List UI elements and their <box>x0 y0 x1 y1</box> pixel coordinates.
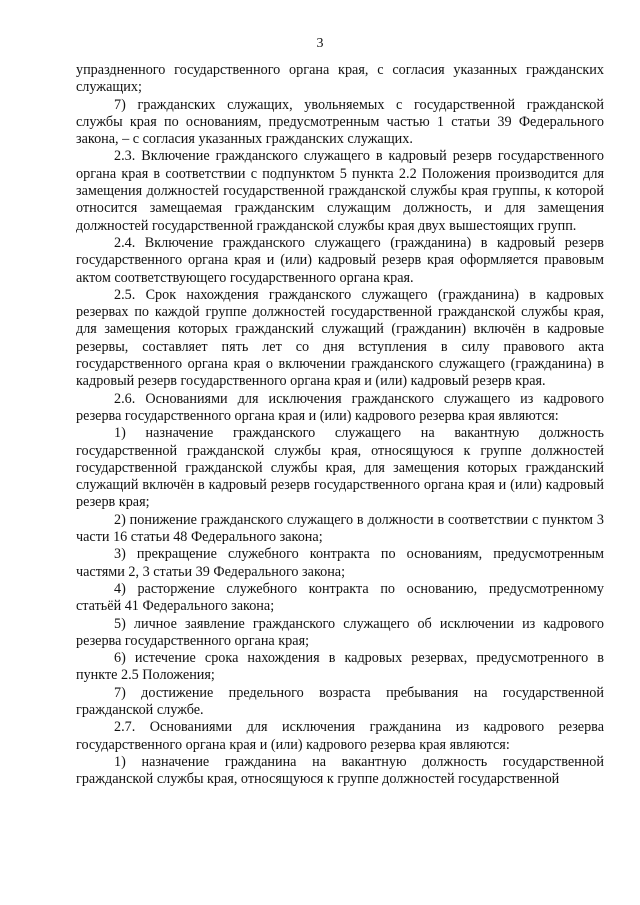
list-item: 1) назначение гражданина на вакантную должность государственной гражданской службы края, относящуюся к группе должностей государственной <box>76 753 604 788</box>
paragraph: 2.7. Основаниями для исключения гражданина из кадрового резерва государственного органа края и (или) кадрового резерва края являются: <box>76 719 604 753</box>
paragraph: 2.6. Основаниями для исключения гражданского служащего из кадрового резерва государственного органа края и (или) кадрового резерва края являются: <box>76 390 604 424</box>
paragraph: 2.5. Срок нахождения гражданского служащего (гражданина) в кадровых резервах по каждой группе должностей государственной гражданской службы края, для замещения которых гражданский служащий (гражданин) включён в кадровые резервы, составляет пять лет со дня вступления в силу правового акта государственного органа края о включении гражданского служащего (гражданина) в кадровый резерв государственного органа края и (или) кадровый резерв края. <box>76 286 604 390</box>
list-item: 7) достижение предельного возраста пребывания на государственной гражданской службе. <box>76 684 604 718</box>
list-item: 4) расторжение служебного контракта по основанию, предусмотренному статьёй 41 Федерального закона; <box>76 580 604 615</box>
list-item: 3) прекращение служебного контракта по основаниям, предусмотренным частями 2, 3 статьи 39 Федерального закона; <box>76 546 604 580</box>
page-number: 3 <box>316 36 324 51</box>
paragraph: 2.3. Включение гражданского служащего в кадровый резерв государственного органа края в соответствии с подпунктом 5 пункта 2.2 Положения производится для замещения должностей государственной гражданской службы края группы, к которой относится замещаемая гражданским служащим должность, и для замещения должностей государственной гражданской службы края двух вышестоящих групп. <box>76 148 604 234</box>
list-item: 2) понижение гражданского служащего в должности в соответствии с пунктом 3 части 16 статьи 48 Федерального закона; <box>76 511 604 546</box>
paragraph: упраздненного государственного органа края, с согласия указанных гражданских служащих; <box>76 62 604 96</box>
paragraph: 7) гражданских служащих, увольняемых с государственной гражданской службы края по основаниям, предусмотренным частью 1 статьи 39 Федерального закона, – с согласия указанных гражданских служащих. <box>76 96 604 148</box>
document-body <box>76 62 604 788</box>
list-item: 1) назначение гражданского служащего на вакантную должность государственной гражданской службы края, относящуюся к группе должностей государственной гражданской службы края, для замещения которых гражданский служащий включён в кадровый резерв государственного органа края и (или) кадровый резерв края; <box>76 425 604 511</box>
list-item: 6) истечение срока нахождения в кадровых резервах, предусмотренного в пункте 2.5 Положения; <box>76 650 604 684</box>
list-item: 5) личное заявление гражданского служащего об исключении из кадрового резерва государственного органа края; <box>76 615 604 649</box>
paragraph: 2.4. Включение гражданского служащего (гражданина) в кадровый резерв государственного органа края и (или) кадровый резерв края оформляется правовым актом соответствующего государственного органа края. <box>76 234 604 286</box>
